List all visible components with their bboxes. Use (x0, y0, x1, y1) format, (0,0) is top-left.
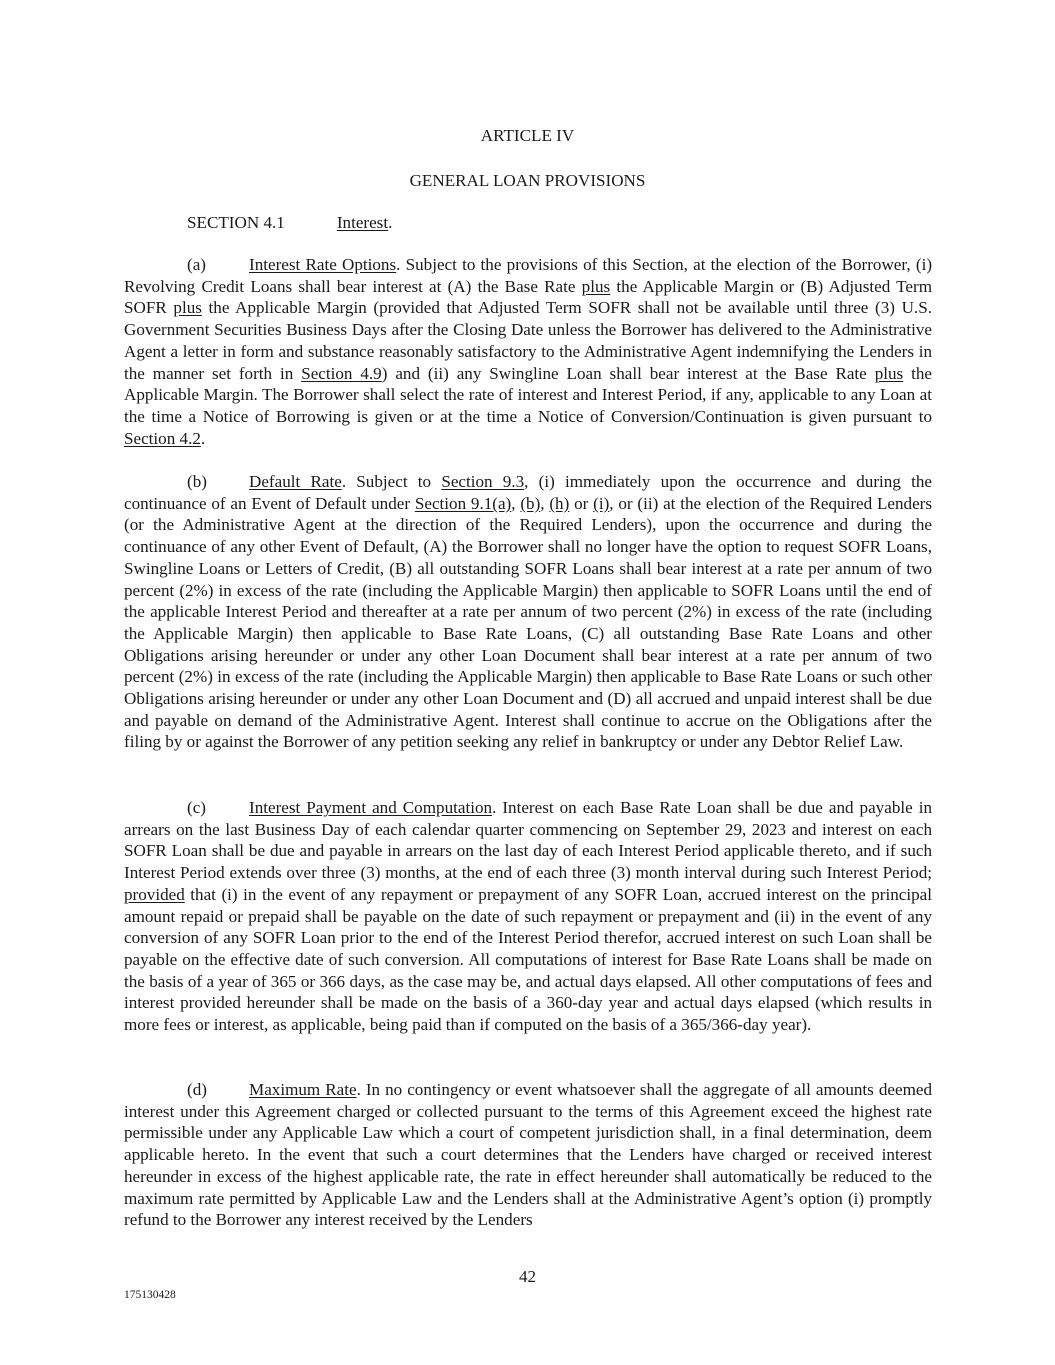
section-reference: (h) (549, 493, 570, 513)
page-number: 42 (518, 1267, 537, 1286)
paragraph-label: (a) (187, 255, 206, 274)
section-reference: Section 4.2 (124, 428, 201, 448)
document-id: 175130428 (124, 1289, 176, 1301)
section-reference: (i) (593, 493, 610, 513)
paragraph-label: (c) (187, 798, 206, 817)
section-header: SECTION 4.1 Interest. (187, 213, 393, 232)
section-reference: Section 9.1(a) (414, 493, 512, 513)
paragraph-label: (b) (187, 472, 207, 491)
section-number: SECTION 4.1 (187, 213, 285, 232)
article-number: ARTICLE IV (480, 126, 575, 145)
paragraph-label: (d) (187, 1080, 207, 1099)
section-reference: Section 9.3 (441, 472, 525, 491)
paragraph-a: (a) Interest Rate Options. Subject to the provisions of this Section, at the election of the Borrower, (i) Revolving Credit Loans shall bear interest at (A) the Base Rate plus the Applicable Margin or (B) Adjusted Term SOFR plus the Applicable Margin (provided that Adjusted Term SOFR shall not be available until three (3) U.S. Government Securities Business Days after the Closing Date unless the Borrower has delivered to the Administrative Agent a letter in form and substance reasonably satisfactory to the Administrative Agent indemnifying the Lenders in the manner set forth in Section 4.9) and (ii) any Swingline Loan shall bear interest at the Base Rate plus the Applicable Margin. The Borrower shall select the rate of interest and Interest Period, if any, applicable to any Loan at the time a Notice of Borrowing is given or at the time a Notice of Conversion/Continuation is given pursuant to Section 4.2. (124, 255, 933, 448)
paragraph-b: (b) Default Rate. Subject to Section 9.3, (i) immediately upon the occurrence and during the continuance of an Event of Default under Section 9.1(a), (b), (h) or (i), or (ii) at the election of the Required Lenders (or the Administrative Agent at the direction of the Required Lenders), upon the occurrence and during the continuance of any other Event of Default, (A) the Borrower shall no longer have the option to request SOFR Loans, Swingline Loans or Letters of Credit, (B) all outstanding SOFR Loans shall bear interest at a rate per annum of two percent (2%) in excess of the rate (including the Applicable Margin) then applicable to SOFR Loans until the end of the applicable Interest Period and thereafter at a rate per annum of two percent (2%) in excess of the rate (including the Applicable Margin) then applicable to Base Rate Loans, (C) all outstanding Base Rate Loans and other Obligations arising hereunder or under any other Loan Document shall bear interest at a rate per annum of two percent (2%) in excess of the rate (including the Applicable Margin) then applicable to Base Rate Loans or such other Obligations arising hereunder or under any other Loan Document and (D) all accrued and unpaid interest shall be due and payable on demand of the Administrative Agent. Interest shall continue to accrue on the Obligations after the filing by or against the Borrower of any petition seeking any relief in bankruptcy or under any Debtor Relief Law. (124, 472, 933, 752)
section-title: Interest (336, 213, 389, 232)
article-heading: GENERAL LOAN PROVISIONS (409, 171, 646, 190)
paragraph-title: Maximum Rate (249, 1080, 357, 1099)
paragraph-title: Interest Rate Options (249, 255, 397, 274)
section-reference: (b) (520, 493, 541, 513)
paragraph-c: (c) Interest Payment and Computation. Interest on each Base Rate Loan shall be due and payable in arrears on the last Business Day of each calendar quarter commencing on September 29, 2023 and interest on each SOFR Loan shall be due and payable in arrears on the last day of each Interest Period applicable thereto, and if such Interest Period extends over three (3) months, at the end of each three (3) month interval during such Interest Period; provided that (i) in the event of any repayment or prepayment of any SOFR Loan, accrued interest on the principal amount repaid or prepaid shall be payable on the date of such repayment or prepayment and (ii) in the event of any conversion of any SOFR Loan prior to the end of the Interest Period therefor, accrued interest on such Loan shall be payable on the effective date of such conversion. All computations of interest for Base Rate Loans shall be made on the basis of a year of 365 or 366 days, as the case may be, and actual days elapsed. All other computations of fees and interest provided hereunder shall be made on the basis of a 360-day year and actual days elapsed (which results in more fees or interest, as applicable, being paid than if computed on the basis of a 365/366-day year). (124, 798, 933, 1035)
paragraph-title: Default Rate (249, 472, 342, 491)
section-reference: Section 4.9 (301, 363, 382, 383)
paragraph-title: Interest Payment and Computation (249, 798, 493, 817)
paragraph-d: (d) Maximum Rate. In no contingency or event whatsoever shall the aggregate of all amounts deemed interest under this Agreement charged or collected pursuant to the terms of this Agreement exceed the highest rate permissible under any Applicable Law which a court of competent jurisdiction shall, in a final determination, deem applicable hereto. In the event that such a court determines that the Lenders have charged or received interest hereunder in excess of the highest applicable rate, the rate in effect hereunder shall automatically be reduced to the maximum rate permitted by Applicable Law and the Lenders shall at the Administrative Agent’s option (i) promptly refund to the Borrower any interest received by the Lenders (124, 1080, 932, 1230)
